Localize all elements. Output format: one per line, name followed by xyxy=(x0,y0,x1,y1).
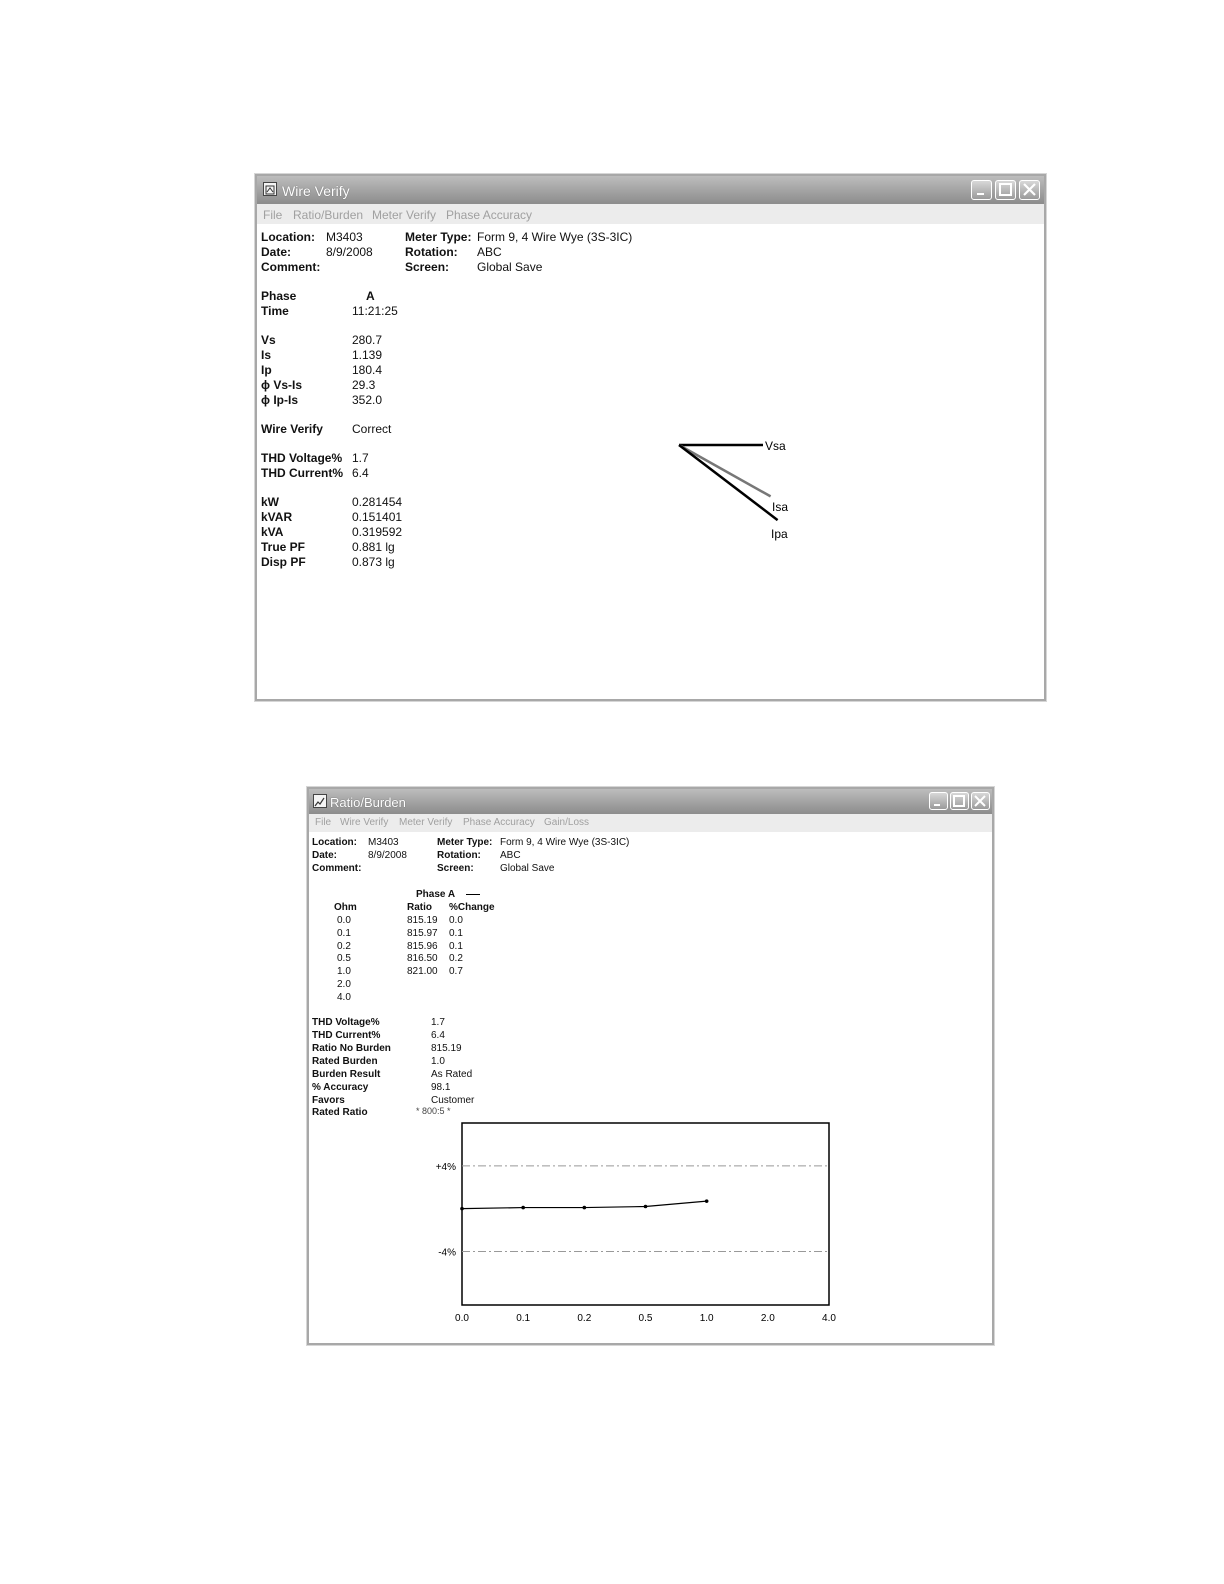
table-cell-ohm: 2.0 xyxy=(337,979,351,990)
favors-label: Favors xyxy=(312,1095,345,1106)
table-cell-change: 0.0 xyxy=(449,915,463,926)
thd-current-value: 6.4 xyxy=(352,466,369,480)
ipa-label: Ipa xyxy=(771,527,788,541)
burden-result-value: As Rated xyxy=(431,1069,473,1080)
vs-value: 280.7 xyxy=(352,333,383,347)
menu-file[interactable]: File xyxy=(263,208,283,222)
wire-verify-label: Wire Verify xyxy=(261,422,323,436)
meter-type-label: Meter Type: xyxy=(405,230,472,244)
wire-verify-window xyxy=(255,174,1046,701)
ipa-phasor xyxy=(679,445,778,520)
phase-value: A xyxy=(366,289,375,303)
table-cell-change: 0.2 xyxy=(449,953,463,965)
x-tick-label: 2.0 xyxy=(760,1313,775,1324)
x-tick-label: 0.0 xyxy=(455,1313,469,1324)
window-title: Wire Verify xyxy=(282,183,350,199)
kva-value: 0.319592 xyxy=(352,525,403,539)
table-cell-ratio: 821.00 xyxy=(407,966,438,978)
ratio-no-burden-label: Ratio No Burden xyxy=(312,1043,391,1054)
kva-label: kVA xyxy=(261,525,284,539)
menu-phase-accuracy[interactable]: Phase Accuracy xyxy=(446,208,533,222)
menu-meter-verify[interactable]: Meter Verify xyxy=(372,208,437,222)
thd-current-value: 6.4 xyxy=(431,1030,445,1041)
rotation-value: ABC xyxy=(500,850,521,861)
phase-heading: Phase A xyxy=(416,889,456,900)
ratio-burden-window xyxy=(307,787,994,1345)
x-tick-label: 0.2 xyxy=(577,1313,592,1324)
accuracy-label: % Accuracy xyxy=(312,1082,369,1093)
rotation-value: ABC xyxy=(477,245,502,259)
ratio-header: Ratio xyxy=(407,902,432,913)
thd-current-label: THD Current% xyxy=(312,1030,381,1041)
is-label: Is xyxy=(261,348,272,362)
ip-value: 180.4 xyxy=(352,363,383,377)
phi-vs-is-label: ϕ Vs-Is xyxy=(261,378,303,392)
phasor-diagram xyxy=(657,426,857,556)
menu-ratio-burden[interactable]: Ratio/Burden xyxy=(293,208,364,222)
thd-voltage-label: THD Voltage% xyxy=(312,1017,380,1028)
comment-label: Comment: xyxy=(261,260,321,274)
time-value: 11:21:25 xyxy=(352,304,398,318)
menu-phase-accuracy[interactable]: Phase Accuracy xyxy=(463,817,535,828)
date-value: 8/9/2008 xyxy=(326,245,373,259)
location-value: M3403 xyxy=(326,230,363,244)
menu-gain-loss[interactable]: Gain/Loss xyxy=(544,817,590,828)
table-cell-change: 0.7 xyxy=(449,966,463,978)
isa-phasor xyxy=(679,445,771,496)
true-pf-value: 0.881 lg xyxy=(352,540,395,554)
ratio-burden-content xyxy=(309,789,992,1343)
menu-meter-verify[interactable]: Meter Verify xyxy=(399,817,453,828)
ratio-change-chart xyxy=(419,1117,839,1342)
screen-value: Global Save xyxy=(477,260,543,274)
phase-label: Phase xyxy=(261,289,297,303)
rotation-label: Rotation: xyxy=(437,850,481,861)
data-point xyxy=(705,1199,709,1203)
kw-label: kW xyxy=(261,495,279,509)
data-point xyxy=(583,1206,587,1210)
ohm-header: Ohm xyxy=(334,902,357,913)
phase-legend-line xyxy=(466,894,480,895)
plot-frame xyxy=(462,1123,829,1305)
vs-label: Vs xyxy=(261,333,276,347)
location-label: Location: xyxy=(261,230,315,244)
thd-current-label: THD Current% xyxy=(261,466,344,480)
rated-burden-value: 1.0 xyxy=(431,1056,445,1067)
burden-result-label: Burden Result xyxy=(312,1069,381,1080)
meter-type-value: Form 9, 4 Wire Wye (3S-3IC) xyxy=(500,837,630,848)
table-cell-ohm: 0.5 xyxy=(337,953,351,965)
change-header: %Change xyxy=(449,902,495,913)
table-cell-ratio: 815.19 xyxy=(407,915,438,926)
screen-label: Screen: xyxy=(405,260,450,274)
meter-type-value: Form 9, 4 Wire Wye (3S-3IC) xyxy=(477,230,633,244)
date-label: Date: xyxy=(261,245,292,259)
rated-burden-label: Rated Burden xyxy=(312,1056,378,1067)
comment-label: Comment: xyxy=(312,863,362,874)
accuracy-value: 98.1 xyxy=(431,1082,451,1093)
date-value: 8/9/2008 xyxy=(368,850,407,861)
kw-value: 0.281454 xyxy=(352,495,403,509)
date-label: Date: xyxy=(312,850,338,861)
phi-ip-is-value: 352.0 xyxy=(352,393,383,407)
rotation-label: Rotation: xyxy=(405,245,458,259)
reference-label: +4% xyxy=(435,1161,456,1173)
kvar-value: 0.151401 xyxy=(352,510,403,524)
window-title: Ratio/Burden xyxy=(330,795,406,810)
menu-file[interactable]: File xyxy=(315,817,332,828)
isa-label: Isa xyxy=(772,500,789,514)
rated-ratio-value: * 800:5 * xyxy=(416,1106,451,1116)
phi-vs-is-value: 29.3 xyxy=(352,378,376,392)
favors-value: Customer xyxy=(431,1095,475,1106)
thd-voltage-value: 1.7 xyxy=(431,1017,445,1028)
is-value: 1.139 xyxy=(352,348,383,362)
table-cell-ohm: 0.2 xyxy=(337,940,351,952)
meter-type-label: Meter Type: xyxy=(437,837,493,848)
table-cell-ohm: 0.0 xyxy=(337,915,351,926)
table-cell-ratio: 816.50 xyxy=(407,953,438,965)
table-cell-change: 0.1 xyxy=(449,940,463,952)
x-tick-label: 0.5 xyxy=(638,1313,653,1324)
table-cell-ratio: 815.97 xyxy=(407,927,438,939)
disp-pf-label: Disp PF xyxy=(261,555,306,569)
table-cell-ohm: 1.0 xyxy=(337,966,351,978)
menu-wire-verify[interactable]: Wire Verify xyxy=(340,817,389,828)
table-cell-ratio: 815.96 xyxy=(407,940,438,952)
data-point xyxy=(460,1207,464,1211)
screen-label: Screen: xyxy=(437,863,474,874)
location-label: Location: xyxy=(312,837,357,848)
table-cell-ohm: 0.1 xyxy=(337,927,351,939)
thd-voltage-label: THD Voltage% xyxy=(261,451,343,465)
disp-pf-value: 0.873 lg xyxy=(352,555,395,569)
kvar-label: kVAR xyxy=(261,510,293,524)
data-point xyxy=(644,1205,648,1209)
phi-ip-is-label: ϕ Ip-Is xyxy=(261,393,298,407)
ip-label: Ip xyxy=(261,363,272,377)
table-cell-change: 0.1 xyxy=(449,927,463,939)
x-tick-label: 4.0 xyxy=(822,1313,836,1324)
true-pf-label: True PF xyxy=(261,540,306,554)
x-tick-label: 1.0 xyxy=(699,1313,714,1324)
wire-verify-result: Correct xyxy=(352,422,392,436)
screen-value: Global Save xyxy=(500,863,555,874)
data-point xyxy=(521,1206,525,1210)
thd-voltage-value: 1.7 xyxy=(352,451,369,465)
location-value: M3403 xyxy=(368,837,399,848)
table-cell-ohm: 4.0 xyxy=(337,991,351,1003)
time-label: Time xyxy=(261,304,289,318)
vsa-label: Vsa xyxy=(765,439,786,453)
x-tick-label: 0.1 xyxy=(516,1313,531,1324)
reference-label: -4% xyxy=(438,1247,456,1259)
ratio-no-burden-value: 815.19 xyxy=(431,1043,462,1054)
wire-verify-content xyxy=(257,176,1044,699)
rated-ratio-label: Rated Ratio xyxy=(312,1107,368,1118)
